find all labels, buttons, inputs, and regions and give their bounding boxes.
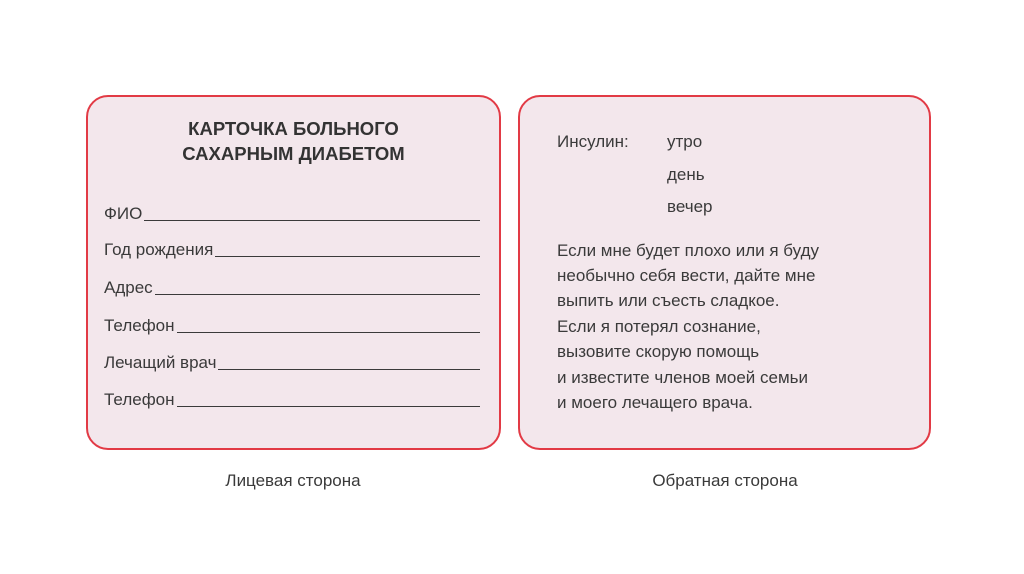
field-birth-year — [104, 234, 480, 260]
blank-line — [218, 369, 480, 370]
field-label: Год рождения — [104, 240, 214, 259]
front-side-caption: Лицевая сторона — [225, 471, 361, 490]
field-label: Адрес — [104, 278, 153, 297]
field-label: Телефон — [104, 390, 175, 409]
field-doctor-phone — [104, 384, 480, 410]
back-card — [518, 95, 931, 450]
field-attending-doctor — [104, 347, 480, 373]
insulin-time-day: день — [667, 165, 705, 184]
field-label: Телефон — [104, 316, 175, 335]
blank-line — [177, 332, 480, 333]
field-phone — [104, 310, 480, 336]
blank-line — [155, 294, 480, 295]
card-title — [88, 116, 499, 166]
front-card — [86, 95, 501, 450]
insulin-time-morning: утро — [667, 132, 703, 151]
note-line: вызовите скорую помощь — [557, 342, 760, 361]
note-line: и известите членов моей семьи — [557, 368, 808, 387]
field-label: Лечащий врач — [104, 353, 217, 372]
insulin-label: Инсулин: — [557, 132, 629, 151]
card-title-line-1: КАРТОЧКА БОЛЬНОГО — [188, 118, 399, 139]
note-line: выпить или съесть сладкое. — [557, 291, 780, 310]
card-title-line-2: САХАРНЫМ ДИАБЕТОМ — [182, 143, 405, 164]
insulin-time-evening: вечер — [667, 197, 713, 216]
field-full-name — [104, 198, 480, 224]
blank-line — [177, 406, 480, 407]
note-line: и моего лечащего врача. — [557, 393, 753, 412]
blank-line — [144, 220, 480, 221]
note-line: необычно себя вести, дайте мне — [557, 266, 816, 285]
field-address — [104, 272, 480, 298]
blank-line — [215, 256, 480, 257]
note-line: Если я потерял сознание, — [557, 317, 761, 336]
note-line: Если мне будет плохо или я буду — [557, 241, 820, 260]
field-label: ФИО — [104, 204, 143, 223]
back-side-caption: Обратная сторона — [652, 471, 798, 490]
